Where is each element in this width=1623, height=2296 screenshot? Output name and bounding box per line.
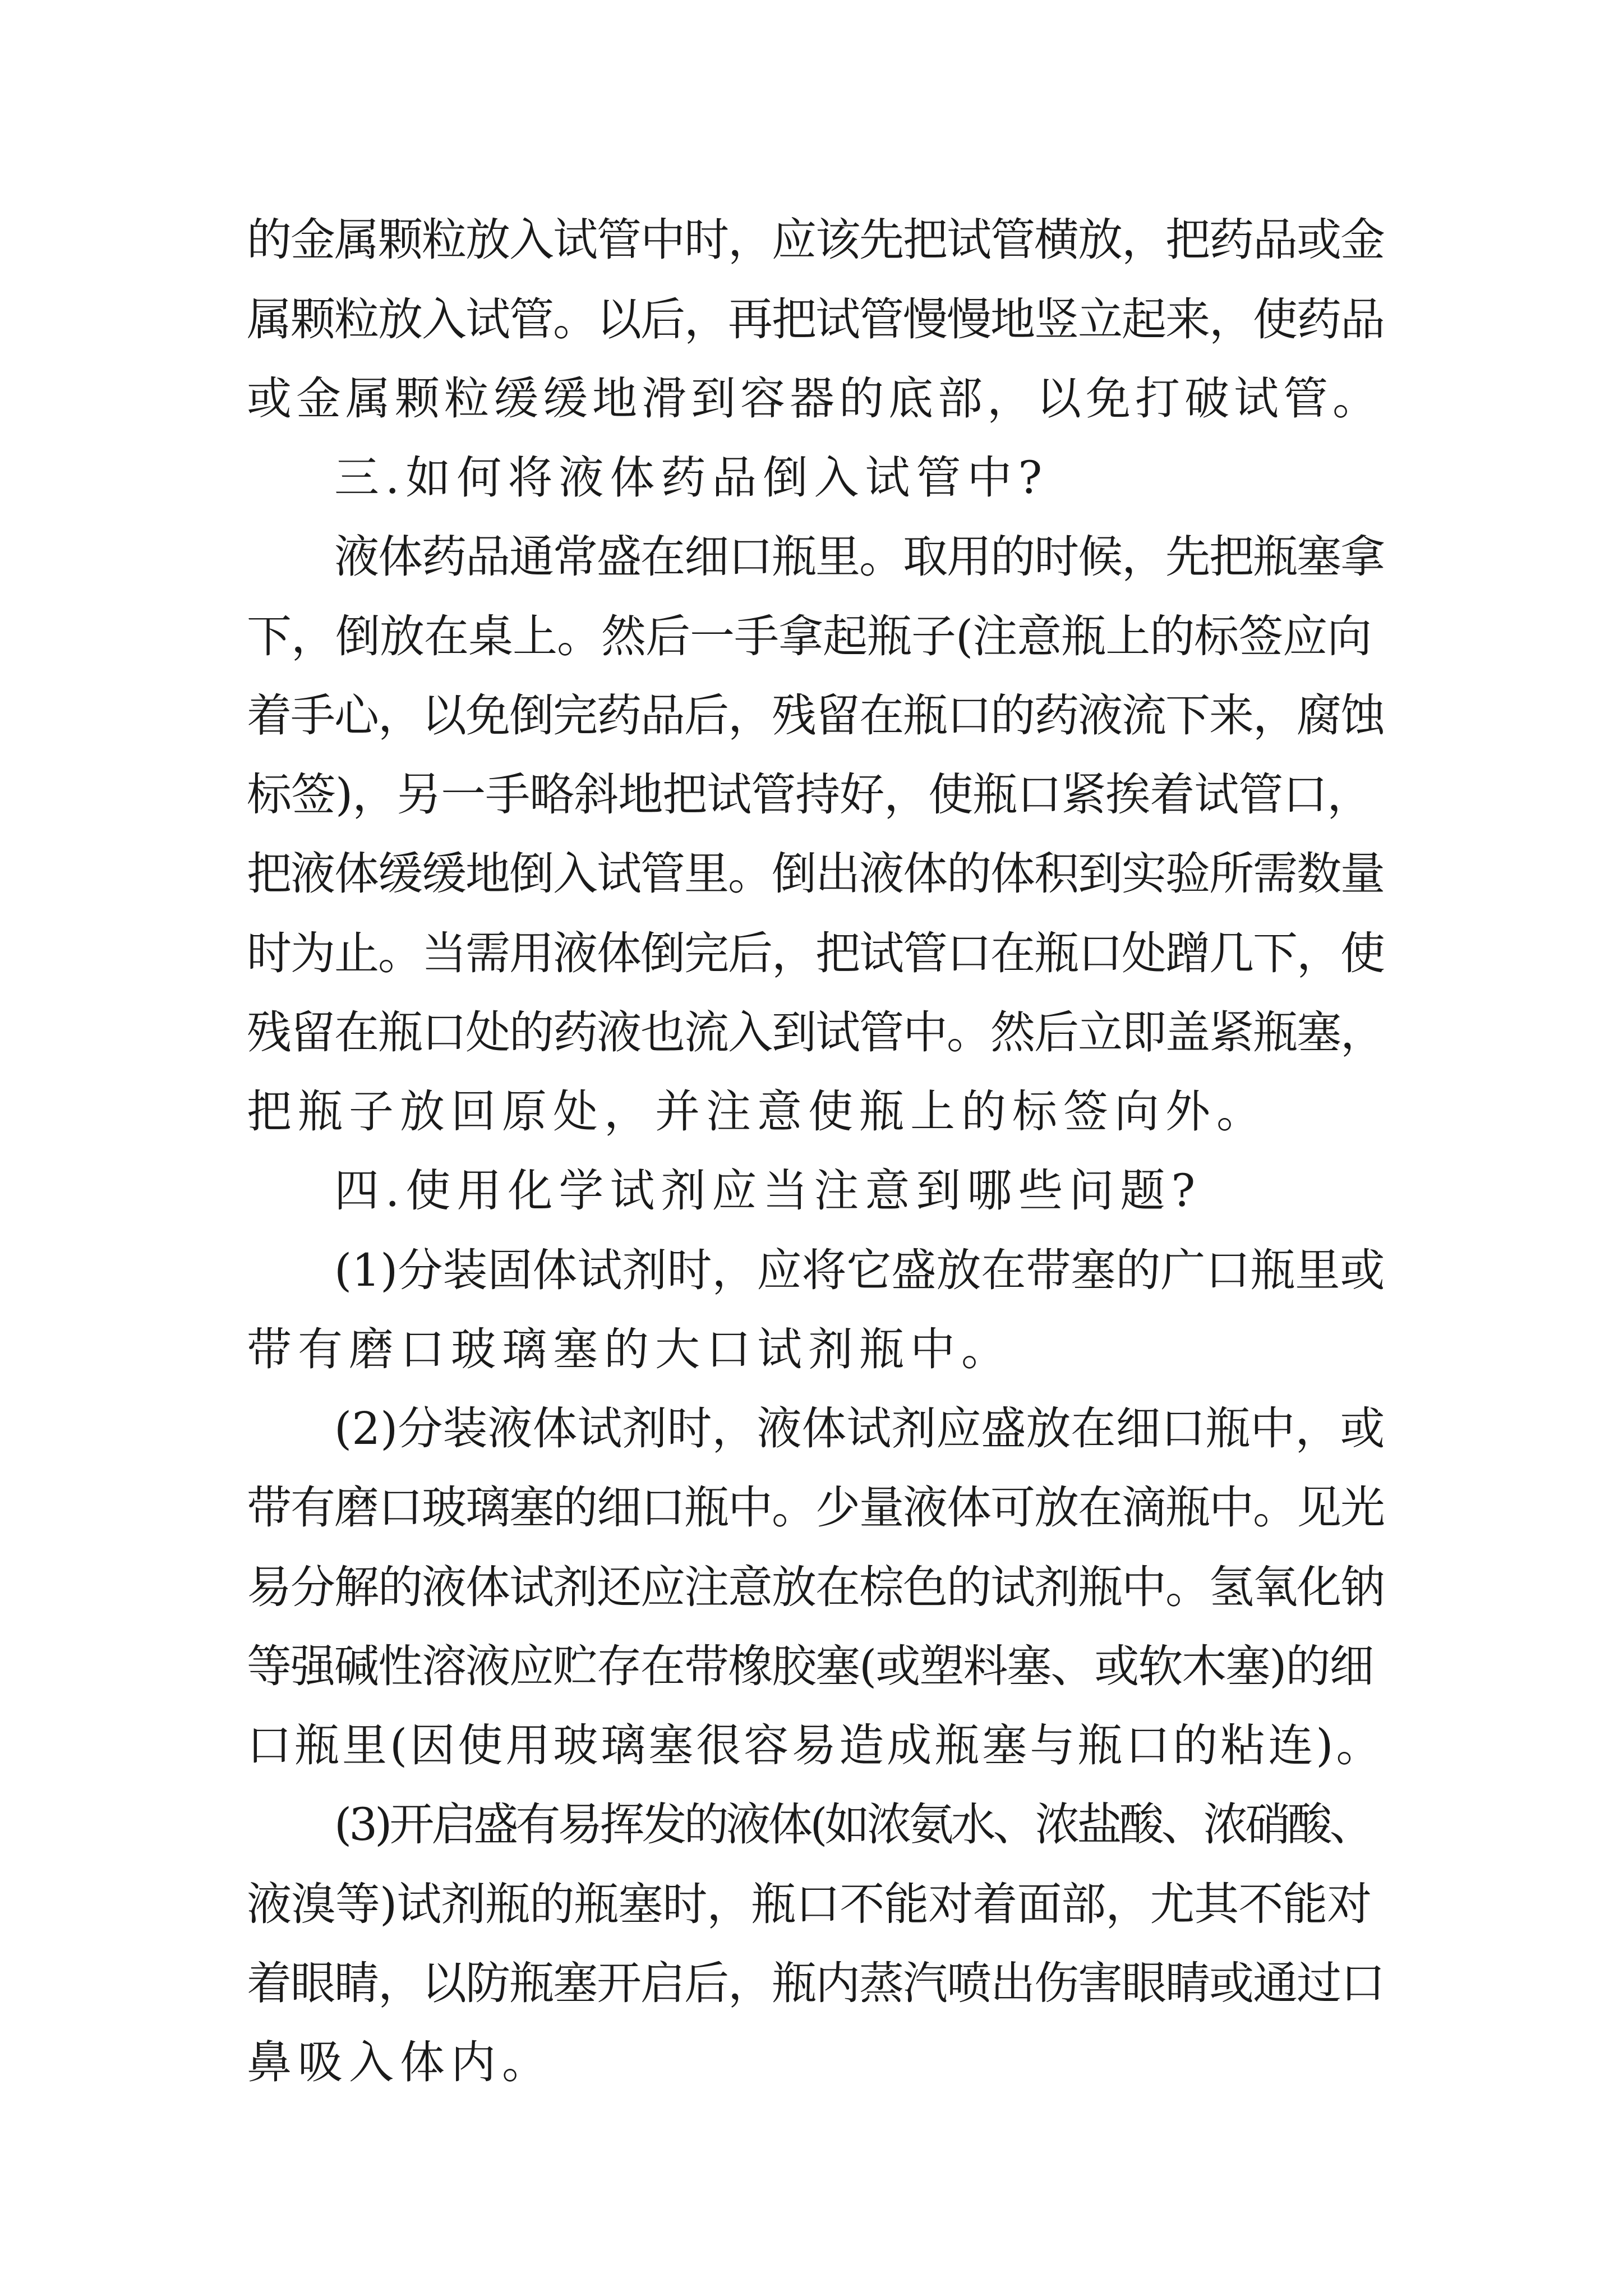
text-line: (1)分装固体试剂时，应将它盛放在带塞的广口瓶里或 bbox=[334, 1244, 1385, 1296]
text-line: 带有磨口玻璃塞的大口试剂瓶中。 bbox=[247, 1323, 1012, 1375]
text-line: 着眼睛，以防瓶塞开启后，瓶内蒸汽喷出伤害眼睛或通过口 bbox=[247, 1957, 1384, 2009]
section-heading-3: 三.如何将液体药品倒入试管中? bbox=[334, 452, 1049, 504]
text-line: 液溴等)试剂瓶的瓶塞时，瓶口不能对着面部，尤其不能对 bbox=[247, 1878, 1372, 1930]
text-line: 液体药品通常盛在细口瓶里。取用的时候，先把瓶塞拿 bbox=[334, 531, 1384, 583]
text-line: 下，倒放在桌上。然后一手拿起瓶子(注意瓶上的标签应向 bbox=[247, 610, 1372, 662]
text-line: 时为止。当需用液体倒完后，把试管口在瓶口处蹭几下，使 bbox=[247, 927, 1384, 979]
text-line: 把液体缓缓地倒入试管里。倒出液体的体积到实验所需数量 bbox=[247, 848, 1384, 900]
text-line: 带有磨口玻璃塞的细口瓶中。少量液体可放在滴瓶中。见光 bbox=[247, 1481, 1384, 1534]
text-line: 的金属颗粒放入试管中时，应该先把试管横放，把药品或金 bbox=[247, 214, 1384, 266]
text-line: 残留在瓶口处的药液也流入到试管中。然后立即盖紧瓶塞， bbox=[247, 1006, 1384, 1059]
text-line: (3)开启盛有易挥发的液体(如浓氨水、浓盐酸、浓硝酸、 bbox=[334, 1798, 1372, 1851]
text-line: 标签)，另一手略斜地把试管持好，使瓶口紧挨着试管口， bbox=[247, 769, 1372, 821]
text-line: 易分解的液体试剂还应注意放在棕色的试剂瓶中。氢氧化钠 bbox=[247, 1561, 1384, 1613]
section-heading-4: 四.使用化学试剂应当注意到哪些问题? bbox=[334, 1165, 1202, 1217]
text-line: 口瓶里(因使用玻璃塞很容易造成瓶塞与瓶口的粘连)。 bbox=[247, 1719, 1384, 1772]
text-line: 等强碱性溶液应贮存在带橡胶塞(或塑料塞、或软木塞)的细 bbox=[247, 1640, 1373, 1692]
text-line: 或金属颗粒缓缓地滑到容器的底部，以免打破试管。 bbox=[247, 372, 1382, 425]
text-line: 属颗粒放入试管。以后，再把试管慢慢地竖立起来，使药品 bbox=[247, 293, 1384, 346]
text-line: (2)分装液体试剂时，液体试剂应盛放在细口瓶中，或 bbox=[334, 1402, 1385, 1455]
text-line: 把瓶子放回原处，并注意使瓶上的标签向外。 bbox=[247, 1085, 1267, 1138]
text-line: 鼻吸入体内。 bbox=[247, 2036, 553, 2088]
text-line: 着手心，以免倒完药品后，残留在瓶口的药液流下来，腐蚀 bbox=[247, 689, 1384, 742]
